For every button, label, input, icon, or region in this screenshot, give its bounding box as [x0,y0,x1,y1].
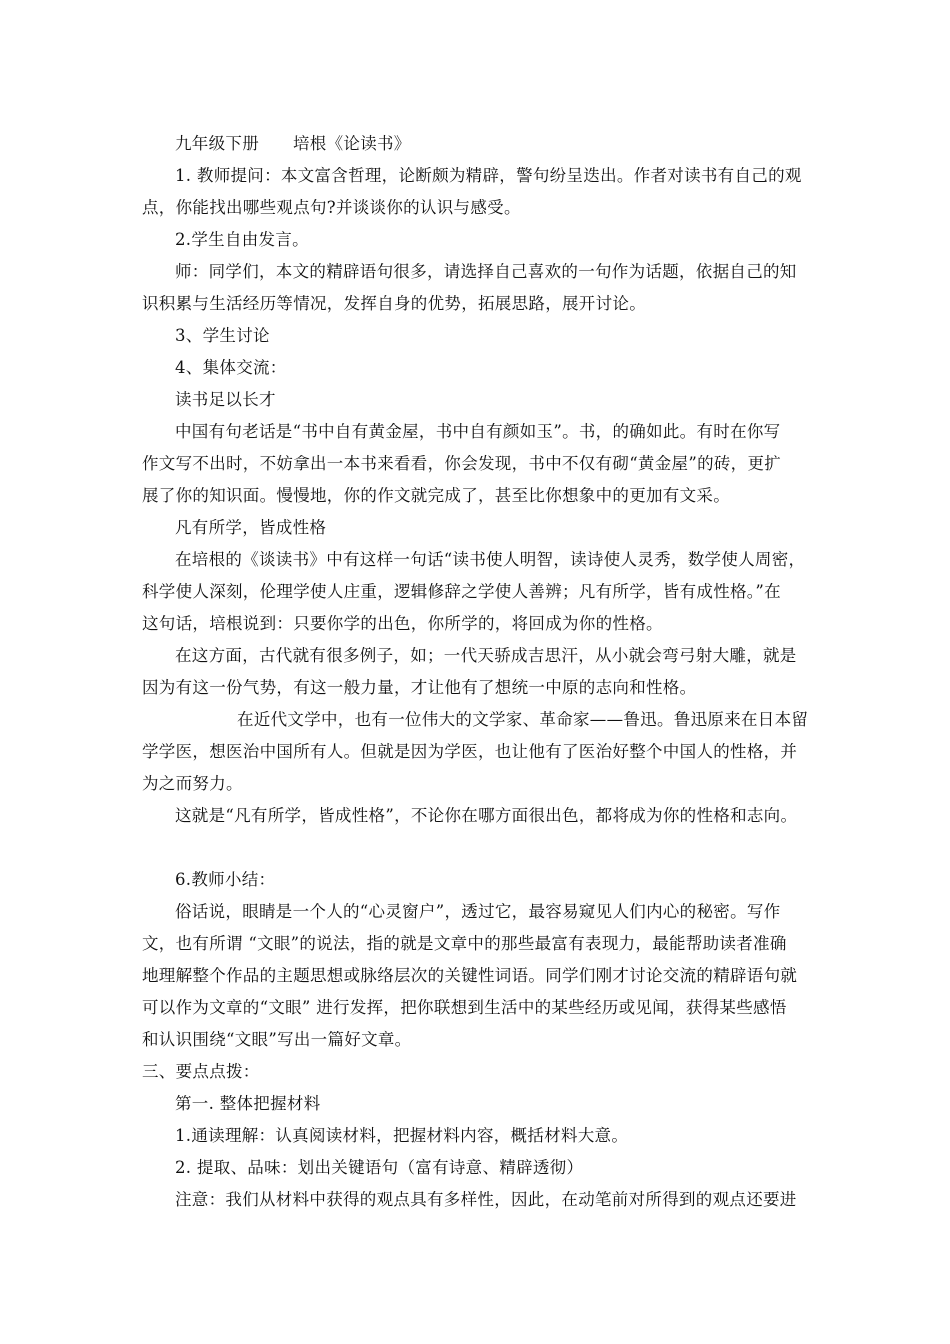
paragraph-line: 这句话，培根说到：只要你学的出色，你所学的，将回成为你的性格。 [142,614,663,633]
paragraph-line: 为之而努力。 [142,774,243,793]
blank-line [142,832,808,864]
subsection-heading: 第一. 整体把握材料 [175,1094,321,1113]
paragraph-line: 地理解整个作品的主题思想或脉络层次的关键性词语。同学们刚才讨论交流的精辟语句就 [142,966,798,985]
paragraph-line: 因为有这一份气势，有这一般力量，才让他有了想统一中原的志向和性格。 [142,678,697,697]
section-heading: 凡有所学，皆成性格 [175,518,327,537]
paragraph-line: 注意：我们从材料中获得的观点具有多样性，因此，在动笔前对所得到的观点还要进 [175,1190,797,1209]
paragraph-line: 在近代文学中，也有一位伟大的文学家、革命家——鲁迅。鲁迅原来在日本留 [237,710,809,729]
paragraph-line: 师：同学们，本文的精辟语句很多，请选择自己喜欢的一句作为话题，依据自己的知 [175,262,797,281]
paragraph-line: 中国有句老话是“书中自有黄金屋，书中自有颜如玉”。书，的确如此。有时在你写 [175,422,781,441]
paragraph-line: 学学医，想医治中国所有人。但就是因为学医，也让他有了医治好整个中国人的性格，并 [142,742,798,761]
paragraph-line: 文，也有所谓 “文眼”的说法，指的就是文章中的那些最富有表现力，最能帮助读者准确 [142,934,787,953]
document-header [142,128,808,160]
paragraph-line: 在培根的《谈读书》中有这样一句话“读书使人明智，读诗使人灵秀，数学使人周密， [175,550,806,569]
paragraph-line: 科学使人深刻，伦理学使人庄重，逻辑修辞之学使人善辨；凡有所学，皆有成性格。”在 [142,582,781,601]
document-page [142,128,808,1216]
paragraph-line: 3、学生讨论 [175,326,270,345]
paragraph-line: 1. 教师提问：本文富含哲理，论断颇为精辟，警句纷呈迭出。作者对读书有自己的观 [175,166,802,185]
grade-label: 九年级下册 [175,134,259,153]
paragraph-line: 展了你的知识面。慢慢地，你的作文就完成了，甚至比你想象中的更加有文采。 [142,486,730,505]
paragraph-line: 俗话说，眼睛是一个人的“心灵窗户”，透过它，最容易窥见人们内心的秘密。写作 [175,902,781,921]
paragraph-line: 2.学生自由发言。 [175,230,309,249]
paragraph-line: 识积累与生活经历等情况，发挥自身的优势，拓展思路，展开讨论。 [142,294,646,313]
paragraph-line: 和认识围绕“文眼”写出一篇好文章。 [142,1030,412,1049]
paragraph-line: 可以作为文章的“文眼” 进行发挥，把你联想到生活中的某些经历或见闻，获得某些感悟 [142,998,787,1017]
paragraph-line: 点，你能找出哪些观点句?并谈谈你的认识与感受。 [142,198,521,217]
section-heading: 读书足以长才 [175,390,276,409]
section-heading: 三、要点点拨： [142,1062,260,1081]
paragraph-line: 2. 提取、品味：划出关键语句（富有诗意、精辟透彻） [175,1158,584,1177]
paragraph-line: 作文写不出时，不妨拿出一本书来看看，你会发现，书中不仅有砌“黄金屋”的砖，更扩 [142,454,782,473]
lesson-title: 培根《论读书》 [293,134,411,153]
paragraph-line: 4、集体交流： [175,358,287,377]
paragraph-line: 在这方面，古代就有很多例子，如；一代天骄成吉思汗，从小就会弯弓射大雕，就是 [175,646,797,665]
paragraph-line: 这就是“凡有所学，皆成性格”，不论你在哪方面很出色，都将成为你的性格和志向。 [175,806,798,825]
section-heading: 6.教师小结： [175,870,276,889]
paragraph-line: 1.通读理解：认真阅读材料，把握材料内容，概括材料大意。 [175,1126,629,1145]
